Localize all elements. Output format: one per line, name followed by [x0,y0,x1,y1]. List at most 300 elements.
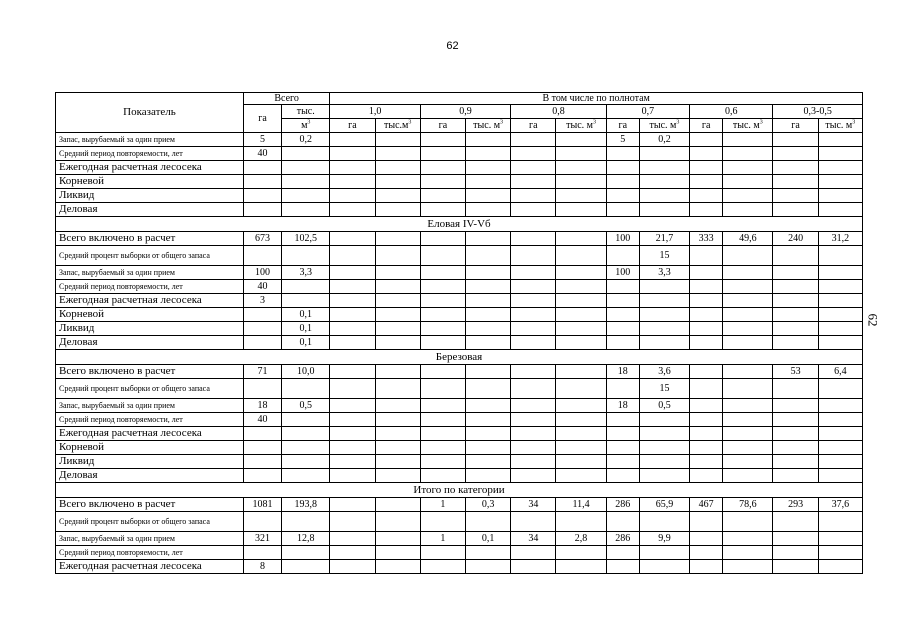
table-cell [466,161,511,175]
header-sub-volume-0: $тыс.м^3$ [375,119,420,133]
table-cell [375,266,420,280]
table-cell [773,399,818,413]
table-cell [511,322,556,336]
table-cell [282,189,330,203]
table-cell: 3 [243,294,281,308]
table-cell [818,560,862,574]
table-cell: 40 [243,280,281,294]
table-cell [818,308,862,322]
row-label: Ежегодная расчетная лесосека [56,427,244,441]
table-cell: 333 [690,232,723,246]
table-cell [466,203,511,217]
table-cell [375,294,420,308]
table-cell [420,469,465,483]
table-cell [375,175,420,189]
table-cell [690,560,723,574]
table-cell [243,189,281,203]
table-cell [556,455,606,469]
table-cell: 3,3 [639,266,689,280]
table-cell [511,203,556,217]
table-cell [375,427,420,441]
table-cell: 40 [243,147,281,161]
row-label: Всего включено в расчет [56,232,244,246]
table-cell [282,294,330,308]
table-cell [818,532,862,546]
table-cell: 15 [639,379,689,399]
row-label: Ежегодная расчетная лесосека [56,294,244,308]
table-cell [606,189,639,203]
table-cell: 65,9 [639,498,689,512]
row-label: Ликвид [56,189,244,203]
table-cell [375,322,420,336]
table-cell [606,441,639,455]
table-cell [639,455,689,469]
header-by-density: В том числе по полнотам [330,93,863,105]
harvest-table [55,92,863,574]
table-cell [556,203,606,217]
table-cell [243,455,281,469]
table-cell [818,546,862,560]
row-label: Всего включено в расчет [56,498,244,512]
table-cell [375,512,420,532]
table-cell [420,413,465,427]
row-label: Деловая [56,203,244,217]
table-cell [606,280,639,294]
table-cell [330,455,375,469]
table-cell [606,413,639,427]
table-cell [330,532,375,546]
table-cell [330,161,375,175]
table-cell [375,336,420,350]
page-number-top: 62 [446,40,459,52]
table-cell [420,546,465,560]
table-cell [606,308,639,322]
table-cell: 673 [243,232,281,246]
table-cell [723,280,773,294]
table-cell [556,294,606,308]
table-cell [375,441,420,455]
table-cell [282,455,330,469]
table-cell: 193,8 [282,498,330,512]
table-cell [639,336,689,350]
table-cell [375,147,420,161]
table-cell [330,512,375,532]
row-label: Средний период повторяемости, лет [56,280,244,294]
table-cell [375,469,420,483]
table-cell [466,560,511,574]
row-label: Ежегодная расчетная лесосека [56,560,244,574]
table-cell [375,280,420,294]
table-cell [243,161,281,175]
table-cell: 31,2 [818,232,862,246]
table-row [56,512,863,532]
header-sub-ha-2: га [511,119,556,133]
table-cell [606,147,639,161]
header-sub-ha-3: га [606,119,639,133]
table-cell [690,266,723,280]
header-sub-volume-2: тыс. $м^3$ [556,119,606,133]
table-cell: 5 [243,133,281,147]
table-cell [330,175,375,189]
table-cell [690,246,723,266]
header-sub-volume-5: тыс. $м^3$ [818,119,862,133]
table-cell: 5 [606,133,639,147]
table-cell [330,294,375,308]
table-cell [818,203,862,217]
table-cell [330,365,375,379]
table-cell [330,498,375,512]
table-cell [639,413,689,427]
table-cell [243,336,281,350]
table-cell [639,441,689,455]
table-cell [282,203,330,217]
row-label: Деловая [56,336,244,350]
row-label: Ежегодная расчетная лесосека [56,161,244,175]
table-cell [330,232,375,246]
table-cell [606,161,639,175]
table-cell [330,336,375,350]
table-cell [818,294,862,308]
table-cell: 71 [243,365,281,379]
table-cell [420,336,465,350]
table-cell [723,294,773,308]
table-row [56,546,863,560]
table-cell [282,560,330,574]
table-cell [723,399,773,413]
table-cell [375,413,420,427]
table-cell [606,455,639,469]
table-cell: 467 [690,498,723,512]
row-label: Средний процент выборки от общего запаса [56,246,244,266]
table-row [56,532,863,546]
row-label: Корневой [56,441,244,455]
table-cell [639,469,689,483]
table-cell [606,246,639,266]
table-row [56,189,863,203]
table-cell [466,189,511,203]
table-cell [723,246,773,266]
table-cell [243,203,281,217]
table-cell [511,266,556,280]
table-row [56,413,863,427]
table-cell [556,232,606,246]
table-cell: 78,6 [723,498,773,512]
table-row [56,147,863,161]
table-cell [330,413,375,427]
section-row [56,217,863,232]
table-cell [420,365,465,379]
row-label: Запас, вырубаемый за один прием [56,532,244,546]
table-cell: 0,1 [282,336,330,350]
table-cell [556,512,606,532]
table-cell [466,512,511,532]
table-cell [330,203,375,217]
table-cell: 0,1 [282,308,330,322]
table-cell [466,280,511,294]
table-cell [282,469,330,483]
table-cell [818,175,862,189]
table-cell [690,308,723,322]
table-row [56,399,863,413]
table-cell: 286 [606,532,639,546]
table-cell [773,560,818,574]
row-label: Запас, вырубаемый за один прием [56,399,244,413]
table-cell [420,294,465,308]
table-cell [556,308,606,322]
table-cell [243,427,281,441]
table-cell [556,469,606,483]
table-cell [723,427,773,441]
table-cell: 100 [243,266,281,280]
table-cell [243,469,281,483]
table-cell [723,308,773,322]
table-row [56,175,863,189]
table-cell [466,413,511,427]
table-cell [606,512,639,532]
row-label: Деловая [56,469,244,483]
table-cell [639,294,689,308]
table-cell [690,512,723,532]
table-cell [375,189,420,203]
table-cell [511,175,556,189]
table-cell [606,560,639,574]
table-cell [375,308,420,322]
header-sub-ha-4: га [690,119,723,133]
table-cell [420,189,465,203]
table-cell [282,379,330,399]
table-cell [375,560,420,574]
table-cell [773,336,818,350]
table-cell [556,413,606,427]
table-cell: 8 [243,560,281,574]
table-cell [375,532,420,546]
table-cell: 6,4 [818,365,862,379]
row-label: Ликвид [56,322,244,336]
table-cell [511,560,556,574]
table-cell [330,469,375,483]
table-cell [243,546,281,560]
table-cell [375,455,420,469]
table-cell [556,546,606,560]
header-total-ha: га [243,105,281,133]
table-cell: 1 [420,532,465,546]
table-cell: 34 [511,498,556,512]
table-cell [511,232,556,246]
table-row [56,560,863,574]
table-cell [420,322,465,336]
table-cell [723,322,773,336]
header-total-m3: $м^3$ [282,119,330,133]
table-cell [243,308,281,322]
table-cell [556,336,606,350]
table-cell [420,161,465,175]
table-cell [639,512,689,532]
table-cell [690,546,723,560]
table-cell [773,294,818,308]
table-cell: 3,6 [639,365,689,379]
table-cell [375,399,420,413]
table-cell [690,322,723,336]
table-cell [243,322,281,336]
table-cell: 0,1 [282,322,330,336]
table-cell [466,133,511,147]
table-row [56,336,863,350]
table-cell [818,280,862,294]
table-cell [330,147,375,161]
table-cell [773,455,818,469]
table-cell [511,546,556,560]
header-indicator: Показатель [56,93,244,133]
table-cell [723,379,773,399]
table-cell [282,546,330,560]
section-row [56,483,863,498]
row-label: Корневой [56,175,244,189]
table-cell [466,455,511,469]
table-cell [375,246,420,266]
table-cell [330,441,375,455]
row-label: Запас, вырубаемый за один прием [56,133,244,147]
table-cell [330,266,375,280]
table-cell [690,399,723,413]
table-cell: 49,6 [723,232,773,246]
table-cell [818,441,862,455]
table-cell [723,532,773,546]
table-cell [375,546,420,560]
header-sub-ha-0: га [330,119,375,133]
table-cell: 15 [639,246,689,266]
row-label: Средний процент выборки от общего запаса [56,512,244,532]
table-cell [773,441,818,455]
table-cell [282,512,330,532]
table-cell [723,266,773,280]
row-label: Средний процент выборки от общего запаса [56,379,244,399]
table-cell [556,266,606,280]
table-cell: 0,1 [466,532,511,546]
table-cell: 10,0 [282,365,330,379]
table-cell [773,379,818,399]
header-sub-volume-4: тыс. $м^3$ [723,119,773,133]
table-cell [282,147,330,161]
table-cell [639,203,689,217]
table-cell [818,336,862,350]
table-cell [639,175,689,189]
table-cell [330,246,375,266]
table-row [56,322,863,336]
table-cell [606,322,639,336]
section-title: Еловая IV-Vб [56,217,863,232]
table-cell [330,322,375,336]
table-cell [723,469,773,483]
table-cell [282,175,330,189]
table-cell [723,455,773,469]
table-cell [723,189,773,203]
row-label: Средний период повторяемости, лет [56,147,244,161]
table-cell [511,161,556,175]
table-cell [466,246,511,266]
table-cell [773,546,818,560]
table-cell [420,203,465,217]
table-cell [420,246,465,266]
table-cell [556,147,606,161]
table-cell [511,512,556,532]
table-cell [282,246,330,266]
table-cell [818,379,862,399]
table-cell [420,512,465,532]
table-cell: 100 [606,232,639,246]
header-density-2: 0,8 [511,105,606,119]
table-cell [511,246,556,266]
table-cell [723,413,773,427]
table-cell [690,294,723,308]
table-row [56,379,863,399]
table-cell [773,532,818,546]
table-cell [556,189,606,203]
table-cell [466,232,511,246]
table-cell [330,379,375,399]
table-cell [420,147,465,161]
table-cell [773,308,818,322]
row-label: Средний период повторяемости, лет [56,413,244,427]
table-cell: 1081 [243,498,281,512]
header-density-0: 1,0 [330,105,420,119]
table-cell [690,379,723,399]
table-cell [773,175,818,189]
table-row [56,203,863,217]
table-cell [639,189,689,203]
table-cell [511,399,556,413]
table-cell [639,280,689,294]
table-cell [690,280,723,294]
table-cell [511,294,556,308]
table-cell [690,532,723,546]
table-cell [639,147,689,161]
table-cell [243,512,281,532]
table-cell [773,413,818,427]
table-cell [420,455,465,469]
table-cell [606,427,639,441]
table-cell: 9,9 [639,532,689,546]
row-label: Корневой [56,308,244,322]
table-cell [420,308,465,322]
table-cell: 100 [606,266,639,280]
table-cell [511,427,556,441]
table-cell [511,147,556,161]
header-density-5: 0,3-0,5 [773,105,863,119]
table-cell [818,161,862,175]
table-cell [690,365,723,379]
table-row [56,308,863,322]
table-cell [606,175,639,189]
table-cell [556,322,606,336]
table-cell [420,280,465,294]
header-sub-ha-5: га [773,119,818,133]
table-cell [723,336,773,350]
table-cell: 1 [420,498,465,512]
table-cell [818,189,862,203]
table-cell [690,413,723,427]
table-cell [556,399,606,413]
header-density-1: 0,9 [420,105,510,119]
table-cell [723,365,773,379]
table-cell: 3,3 [282,266,330,280]
table-cell [606,203,639,217]
table-cell: 0,5 [639,399,689,413]
table-cell [723,175,773,189]
table-cell: 293 [773,498,818,512]
table-cell [639,322,689,336]
table-row [56,246,863,266]
header-sub-volume-3: тыс. $м^3$ [639,119,689,133]
